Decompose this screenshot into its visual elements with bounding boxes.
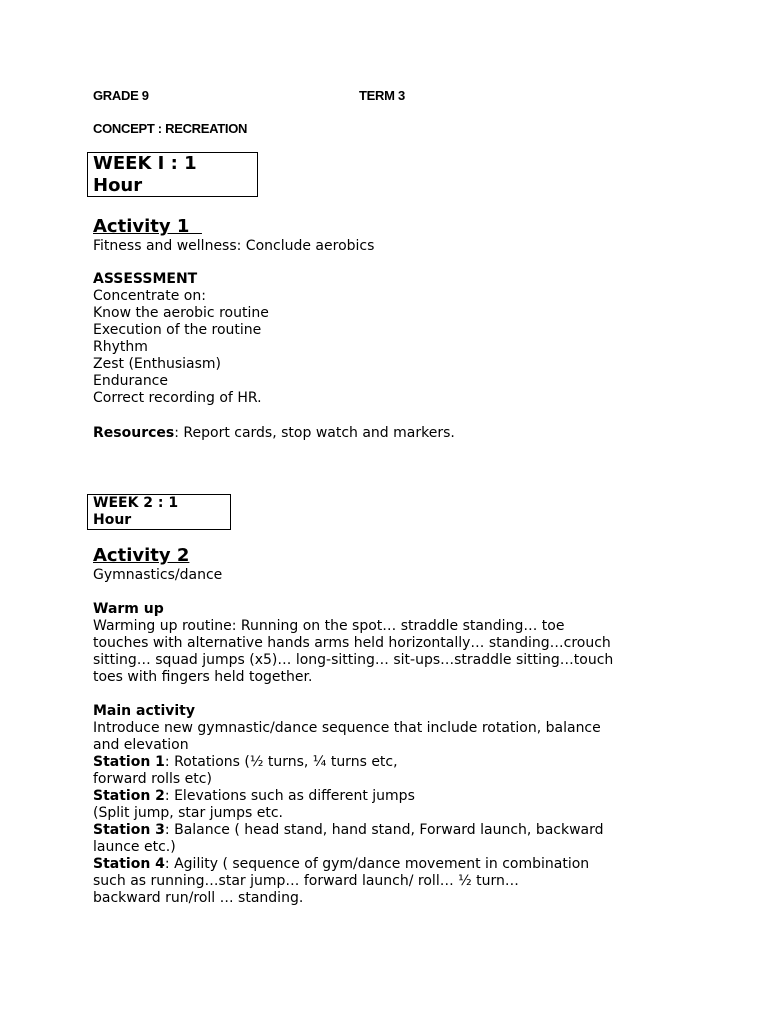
warmup-line: touches with alternative hands arms held horizontally… standing…crouch — [93, 635, 611, 651]
station-4-label: Station 4 — [93, 856, 165, 872]
station-4-continuation: such as running…star jump… forward launch/ roll… ½ turn… — [93, 873, 519, 889]
grade-label: GRADE 9 — [93, 88, 149, 103]
station-3-text: : Balance ( head stand, hand stand, Forward launch, backward — [164, 822, 604, 838]
station-1-text: : Rotations (½ turns, ¼ turns etc, — [164, 754, 398, 770]
main-activity-line: and elevation — [93, 737, 189, 753]
assessment-line: Concentrate on: — [93, 288, 206, 304]
warmup-block — [93, 601, 693, 686]
week2-box-line1: WEEK 2 : 1 — [93, 495, 179, 511]
station-2-line — [93, 788, 693, 805]
assessment-line: Execution of the routine — [93, 322, 262, 338]
assessment-line: Rhythm — [93, 339, 148, 355]
assessment-line: Endurance — [93, 373, 168, 389]
week1-box — [87, 152, 258, 197]
assessment-line: Know the aerobic routine — [93, 305, 269, 321]
station-2-text: : Elevations such as different jumps — [164, 788, 415, 804]
assessment-heading: ASSESSMENT — [93, 271, 198, 287]
station-1-continuation: forward rolls etc) — [93, 771, 212, 787]
station-4-text: : Agility ( sequence of gym/dance movement in combination — [164, 856, 590, 872]
concept-label: CONCEPT : RECREATION — [93, 121, 248, 136]
week1-box-line1: WEEK I : 1 — [93, 153, 197, 174]
station-3-line — [93, 822, 693, 839]
assessment-line: Correct recording of HR. — [93, 390, 262, 406]
station-4-continuation: backward run/roll … standing. — [93, 890, 304, 906]
week1-box-line2: Hour — [93, 174, 143, 196]
assessment-block — [93, 271, 693, 407]
station-4-line — [93, 856, 693, 873]
main-activity-heading: Main activity — [93, 703, 195, 719]
activity1-title: Activity 1 — [93, 216, 202, 237]
warmup-heading: Warm up — [93, 601, 164, 617]
station-1-label: Station 1 — [93, 754, 165, 770]
week2-box-line2: Hour — [93, 511, 132, 528]
warmup-line: Warming up routine: Running on the spot… straddle standing… toe — [93, 618, 565, 634]
warmup-line: sitting… squad jumps (x5)… long-sitting… sit-ups…straddle sitting…touch — [93, 652, 614, 668]
main-activity-block — [93, 703, 693, 907]
term-label: TERM 3 — [359, 88, 405, 103]
warmup-line: toes with fingers held together. — [93, 669, 313, 685]
station-2-label: Station 2 — [93, 788, 165, 804]
station-3-continuation: launce etc.) — [93, 839, 176, 855]
activity2-description-block — [93, 567, 693, 584]
activity1-description: Fitness and wellness: Conclude aerobics — [93, 238, 375, 254]
activity2-title: Activity 2 — [93, 545, 190, 566]
activity2-description: Gymnastics/dance — [93, 567, 223, 583]
station-2-continuation: (Split jump, star jumps etc. — [93, 805, 283, 821]
resources-label: Resources — [93, 425, 175, 441]
assessment-line: Zest (Enthusiasm) — [93, 356, 222, 372]
week2-box — [87, 494, 231, 530]
activity1-description-block — [93, 238, 693, 255]
main-activity-line: Introduce new gymnastic/dance sequence that include rotation, balance — [93, 720, 601, 736]
resources-text: : Report cards, stop watch and markers. — [174, 425, 455, 441]
station-1-line — [93, 754, 693, 771]
resources-line — [93, 425, 693, 442]
station-3-label: Station 3 — [93, 822, 165, 838]
resources-block — [93, 425, 693, 442]
